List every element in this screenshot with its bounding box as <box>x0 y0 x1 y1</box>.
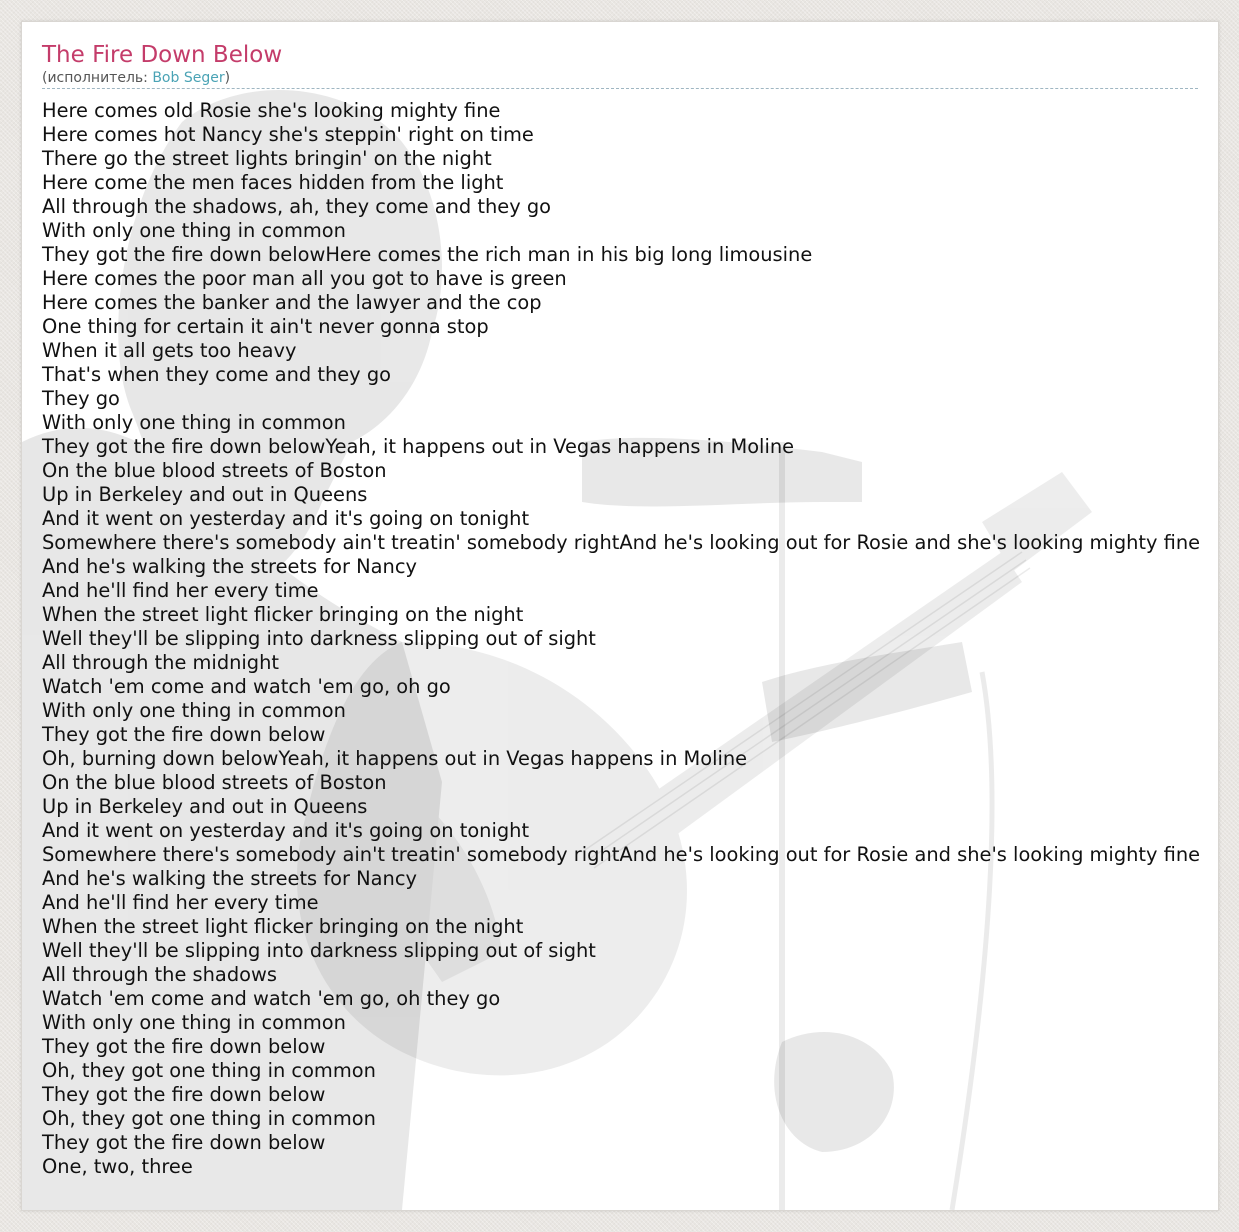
lyric-line: And he'll find her every time <box>42 891 319 914</box>
performer-line <box>42 69 1198 87</box>
lyrics-card <box>21 21 1219 1211</box>
lyric-line: When the street light flicker bringing on the night <box>42 915 524 938</box>
lyric-line: Here comes the poor man all you got to have is green <box>42 267 567 290</box>
lyric-line: One thing for certain it ain't never gonna stop <box>42 315 489 338</box>
lyric-line: On the blue blood streets of Boston <box>42 771 387 794</box>
lyric-line: And he's walking the streets for Nancy <box>42 555 417 578</box>
lyric-line: Here comes hot Nancy she's steppin' right on time <box>42 123 534 146</box>
lyric-line: Here comes old Rosie she's looking mighty fine <box>42 99 501 122</box>
lyric-line: They got the fire down below <box>42 1131 326 1154</box>
lyric-line: Somewhere there's somebody ain't treatin' somebody rightAnd he's looking out for Rosie and she's looking mighty fine <box>42 531 1201 554</box>
performer-suffix: ) <box>224 70 231 86</box>
lyric-line: They go <box>42 387 120 410</box>
performer-link[interactable]: Bob Seger <box>152 70 225 86</box>
lyric-line: And he's walking the streets for Nancy <box>42 867 417 890</box>
lyrics-text <box>42 99 1201 1179</box>
lyric-line: They got the fire down belowHere comes the rich man in his big long limousine <box>42 243 813 266</box>
lyric-line: And he'll find her every time <box>42 579 319 602</box>
lyric-line: Oh, burning down belowYeah, it happens out in Vegas happens in Moline <box>42 747 748 770</box>
lyric-line: That's when they come and they go <box>42 363 391 386</box>
lyric-line: With only one thing in common <box>42 1011 346 1034</box>
lyric-line: Here come the men faces hidden from the light <box>42 171 504 194</box>
lyric-line: And it went on yesterday and it's going on tonight <box>42 819 530 842</box>
lyric-line: When the street light flicker bringing on the night <box>42 603 524 626</box>
lyric-line: Here comes the banker and the lawyer and the cop <box>42 291 542 314</box>
lyric-line: All through the shadows <box>42 963 277 986</box>
lyric-line: Oh, they got one thing in common <box>42 1059 376 1082</box>
lyrics-content <box>22 22 1218 1179</box>
lyric-line: On the blue blood streets of Boston <box>42 459 387 482</box>
lyric-line: Up in Berkeley and out in Queens <box>42 795 368 818</box>
lyric-line: And it went on yesterday and it's going on tonight <box>42 507 530 530</box>
lyric-line: All through the shadows, ah, they come and they go <box>42 195 552 218</box>
lyric-line: With only one thing in common <box>42 411 346 434</box>
song-title: The Fire Down Below <box>42 42 283 68</box>
lyric-line: They got the fire down below <box>42 1083 326 1106</box>
lyric-line: Well they'll be slipping into darkness slipping out of sight <box>42 939 596 962</box>
lyric-line: All through the midnight <box>42 651 280 674</box>
lyric-line: They got the fire down below <box>42 1035 326 1058</box>
lyric-line: They got the fire down belowYeah, it happens out in Vegas happens in Moline <box>42 435 795 458</box>
lyric-line: Watch 'em come and watch 'em go, oh go <box>42 675 451 698</box>
lyric-line: Well they'll be slipping into darkness slipping out of sight <box>42 627 596 650</box>
lyric-line: Oh, they got one thing in common <box>42 1107 376 1130</box>
lyric-line: Up in Berkeley and out in Queens <box>42 483 368 506</box>
lyric-line: Somewhere there's somebody ain't treatin' somebody rightAnd he's looking out for Rosie and she's looking mighty fine <box>42 843 1201 866</box>
performer-prefix: (исполнитель: <box>42 70 153 86</box>
lyric-line: Watch 'em come and watch 'em go, oh they go <box>42 987 501 1010</box>
title-divider <box>42 88 1198 89</box>
lyric-line: With only one thing in common <box>42 699 346 722</box>
lyric-line: There go the street lights bringin' on the night <box>42 147 492 170</box>
lyric-line: When it all gets too heavy <box>42 339 297 362</box>
lyric-line: One, two, three <box>42 1155 193 1178</box>
lyric-line: They got the fire down below <box>42 723 326 746</box>
lyric-line: With only one thing in common <box>42 219 346 242</box>
